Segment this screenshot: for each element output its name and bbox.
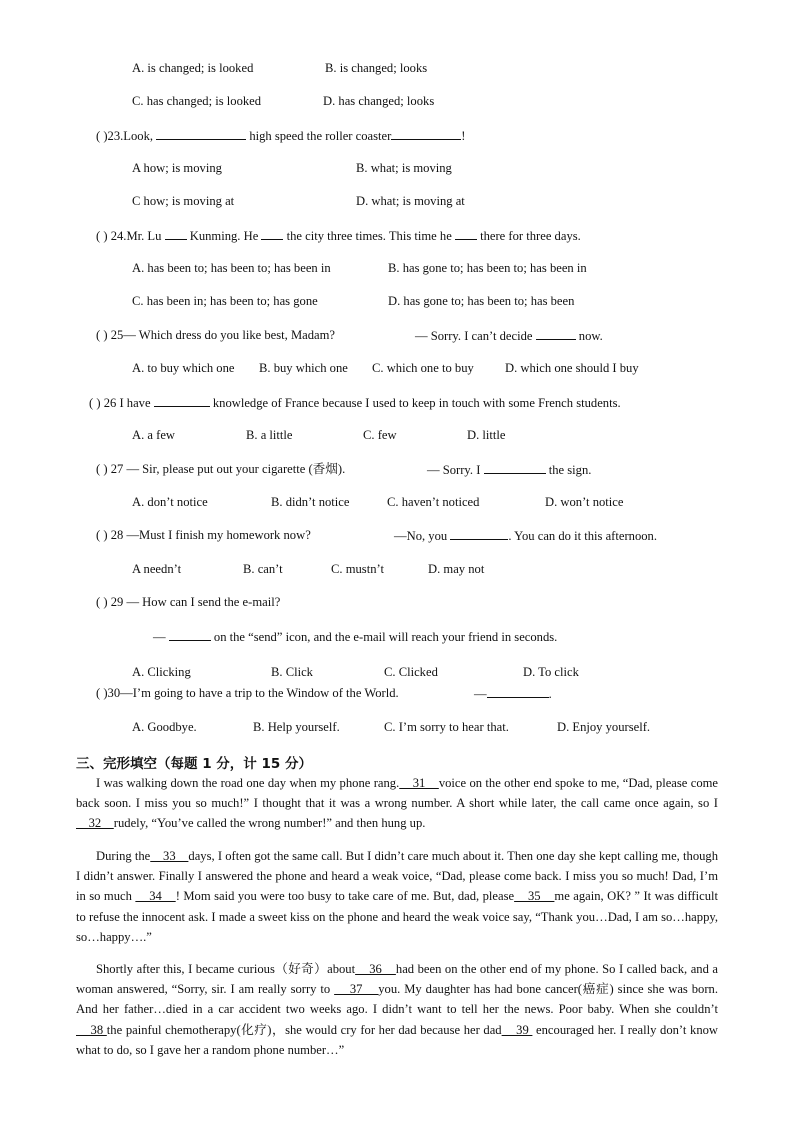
q29-option-d: D. To click <box>523 665 579 679</box>
q27-text: — Sorry. I <box>427 463 484 477</box>
passage-text: I was walking down the road one day when my phone rang. <box>96 776 400 790</box>
q29-option-b: B. Click <box>271 665 313 679</box>
passage-text: Shortly after this, I became curious（好奇）about <box>96 962 356 976</box>
answer-paren: ( ) <box>89 396 101 410</box>
passage-text: ! Mom said you were too busy to take care of me. But, dad, please <box>175 889 515 904</box>
cloze-blank-36: 36 <box>355 962 396 976</box>
cloze-blank-33: 33 <box>150 849 189 863</box>
passage-text: the painful chemotherapy(化疗)，she would cry for her dad because her dad <box>106 1022 502 1037</box>
blank <box>391 127 461 140</box>
q30-text: 30—I’m going to have a trip to the Window of the World. <box>107 686 399 700</box>
q22-option-b: B. is changed; looks <box>325 61 428 75</box>
q27-option-a: A. don’t notice <box>132 495 208 509</box>
cloze-blank-35: 35 <box>514 889 555 904</box>
q28-option-b: B. can’t <box>243 562 283 576</box>
q29-text: 29 — How can I send the e-mail? <box>107 595 281 609</box>
q22-option-d: D. has changed; looks <box>323 94 435 108</box>
q29-stem <box>96 594 280 610</box>
passage-text: me again, OK? ” It was difficult to refuse the innocent ask. I made a sweet kiss on the phone and heard the weak voice say, “Thank you…Dad, I am so…happy, so…happy….” <box>76 889 719 944</box>
q25-text: 25— Which dress do you like best, Madam? <box>107 328 336 342</box>
blank <box>169 628 211 641</box>
q23-option-a: A how; is moving <box>132 161 222 175</box>
passage-paragraph-1 <box>76 773 718 834</box>
section-heading: 三、完形填空（每题 1 分，计 15 分） <box>76 756 312 772</box>
cloze-blank-31: 31 <box>399 776 439 790</box>
q29-text: on the “send” icon, and the e-mail will reach your friend in seconds. <box>210 630 558 644</box>
answer-paren: ( ) <box>96 528 108 542</box>
q27-reply <box>427 461 591 478</box>
blank <box>154 394 210 407</box>
blank <box>165 227 187 240</box>
q30-reply <box>474 685 552 702</box>
q25-option-a: A. to buy which one <box>132 361 235 375</box>
q26-text: knowledge of France because I used to keep in touch with some French students. <box>209 396 621 410</box>
q23-text: 23.Look, <box>107 129 157 143</box>
q26-stem <box>89 394 621 411</box>
q30-option-b: B. Help yourself. <box>253 720 340 734</box>
q27-text: 27 — Sir, please put out your cigarette (香烟). <box>107 462 346 476</box>
q28-reply <box>394 527 657 544</box>
q23-text: high speed the roller coaster <box>246 129 392 143</box>
q25-text: now. <box>575 329 603 343</box>
answer-paren: ( ) <box>96 129 108 143</box>
q26-option-c: C. few <box>363 428 397 442</box>
cloze-blank-32: 32 <box>76 816 114 831</box>
passage-text: you. My daughter has had bone cancer(癌症) since she was born. And her father…died in a car accident two weeks ago. I didn’t want to tell her the news. Poor baby. When she couldn’t <box>76 982 718 1017</box>
cloze-blank-39: 39 <box>501 1022 533 1037</box>
passage-text: rudely, “You’ve called the wrong number!” and then hung up. <box>113 816 426 831</box>
q27-option-d: D. won’t notice <box>545 495 624 509</box>
q28-option-d: D. may not <box>428 562 485 576</box>
q25-reply <box>415 327 603 344</box>
q23-stem <box>96 127 466 144</box>
q30-option-c: C. I’m sorry to hear that. <box>384 720 509 734</box>
q28-stem <box>96 527 311 543</box>
q24-text: the city three times. This time he <box>283 229 455 243</box>
q24-stem <box>96 227 581 244</box>
answer-paren: ( ) <box>96 328 108 342</box>
q26-option-d: D. little <box>467 428 506 442</box>
answer-paren: ( ) <box>96 595 108 609</box>
q28-text: 28 —Must I finish my homework now? <box>107 528 311 542</box>
q24-option-a: A. has been to; has been to; has been in <box>132 261 331 275</box>
q24-option-d: D. has gone to; has been to; has been <box>388 294 575 308</box>
blank <box>450 527 508 540</box>
q25-text: — Sorry. I can’t decide <box>415 329 536 343</box>
blank <box>536 327 576 340</box>
cloze-blank-37: 37 <box>334 982 379 997</box>
q27-option-b: B. didn’t notice <box>271 495 350 509</box>
passage-text: days, I often got the same call. But I didn’t care much about it. Then one day she kept calling me, though I didn’t answer. Finally I answered the phone and heard a weak voice, “Dad, please come back. I miss you so much! Dad, I’m in so much <box>76 849 719 904</box>
passage-text: voice on the other end spoke to me, “Dad, please come back soon. I miss you so much!” I thought that it was a wrong number. A short while later, the call came once again, so I <box>76 776 719 811</box>
q26-option-a: A. a few <box>132 428 176 442</box>
q27-text: the sign. <box>545 463 592 477</box>
q26-text: 26 I have <box>100 396 154 410</box>
q25-option-c: C. which one to buy <box>372 361 474 375</box>
q30-text: — <box>474 687 487 701</box>
cloze-blank-34: 34 <box>135 889 176 904</box>
q24-option-c: C. has been in; has been to; has gone <box>132 294 318 308</box>
q25-stem <box>96 327 335 343</box>
answer-paren: ( ) <box>96 462 108 476</box>
q29-text: — <box>153 630 169 644</box>
blank <box>261 227 283 240</box>
q27-option-c: C. haven’t noticed <box>387 495 480 509</box>
q30-text: . <box>548 687 552 701</box>
blank <box>484 461 546 474</box>
answer-paren: ( ) <box>96 686 108 700</box>
q30-option-a: A. Goodbye. <box>132 720 197 734</box>
q23-text: ! <box>461 129 466 143</box>
q24-text: Kunming. He <box>186 229 262 243</box>
blank <box>455 227 477 240</box>
q25-option-b: B. buy which one <box>259 361 348 375</box>
q24-option-b: B. has gone to; has been to; has been in <box>388 261 587 275</box>
answer-paren: ( ) <box>96 229 108 243</box>
q28-option-c: C. mustn’t <box>331 562 384 576</box>
q22-option-a: A. is changed; is looked <box>132 61 254 75</box>
q23-option-d: D. what; is moving at <box>356 194 465 208</box>
q28-text: . You can do it this afternoon. <box>508 529 657 543</box>
q24-text: there for three days. <box>476 229 581 243</box>
q23-option-b: B. what; is moving <box>356 161 452 175</box>
q25-option-d: D. which one should I buy <box>505 361 639 375</box>
q29-option-c: C. Clicked <box>384 665 438 679</box>
blank <box>156 127 246 140</box>
q24-text: 24.Mr. Lu <box>107 229 165 243</box>
q29-option-a: A. Clicking <box>132 665 191 679</box>
blank <box>487 685 549 698</box>
passage-text: had been on the other end of my phone. So I called back, and a woman answered, “Sorry, sir. I am really sorry to <box>76 962 719 997</box>
passage-paragraph-3 <box>76 959 718 1060</box>
q30-stem <box>96 685 399 701</box>
q23-option-c: C how; is moving at <box>132 194 235 208</box>
q28-option-a: A needn’t <box>132 562 182 576</box>
q28-text: —No, you <box>394 529 451 543</box>
q26-option-b: B. a little <box>246 428 293 442</box>
passage-paragraph-2 <box>76 846 718 947</box>
q29-reply <box>153 628 557 645</box>
passage-text: encouraged her. I really don’t know what to do, so I gave her a random phone number…” <box>76 1022 719 1057</box>
q27-stem <box>96 461 345 477</box>
q22-option-c: C. has changed; is looked <box>132 94 262 108</box>
q30-option-d: D. Enjoy yourself. <box>557 720 651 734</box>
passage-text: During the <box>96 849 151 863</box>
cloze-blank-38: 38 <box>76 1022 107 1037</box>
